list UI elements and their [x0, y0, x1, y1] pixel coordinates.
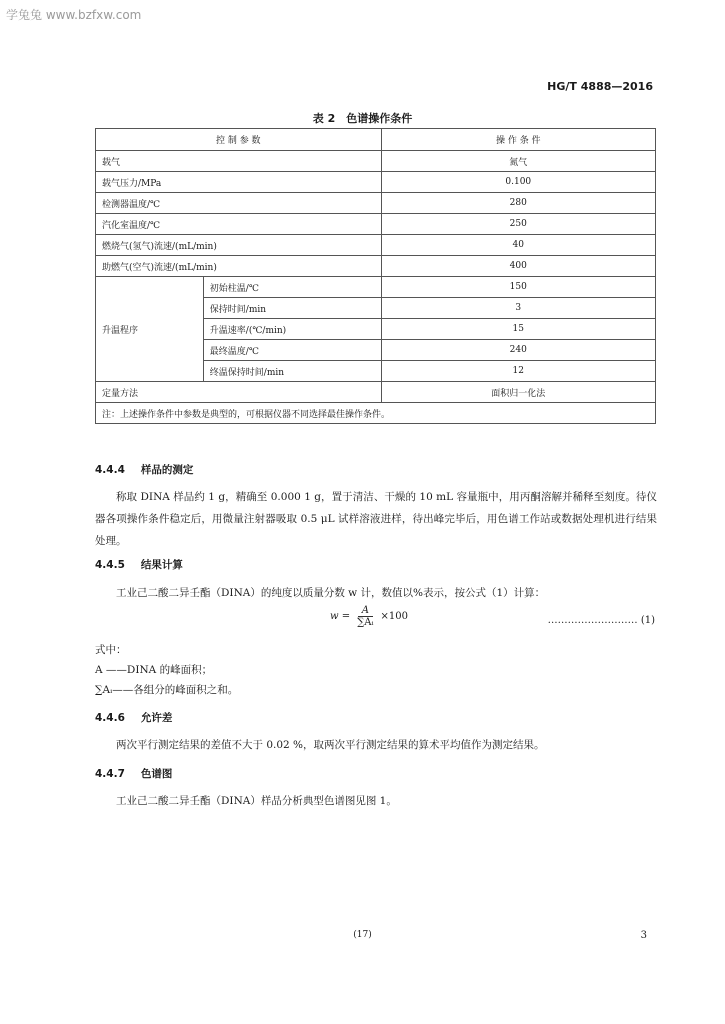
- formula-numerator: A: [358, 605, 373, 617]
- formula-def-sum: ∑Aᵢ——各组分的峰面积之和。: [95, 684, 239, 696]
- purity-formula: [330, 605, 408, 628]
- program-row-label: 终温保持时间/min: [203, 361, 381, 382]
- quant-label: 定量方法: [96, 382, 382, 403]
- footer-sequence: (17): [353, 930, 372, 940]
- standard-code: HG/T 4888—2016: [547, 80, 653, 93]
- table-note: 注：上述操作条件中参数是典型的，可根据仪器不同选择最佳操作条件。: [96, 403, 656, 424]
- section-title: 结果计算: [140, 559, 183, 571]
- program-row-value: 150: [381, 277, 655, 298]
- row-label: 汽化室温度/℃: [96, 214, 382, 235]
- table-row: [96, 256, 656, 277]
- section-title: 允许差: [140, 712, 173, 724]
- equation-number: ……………………… (1): [547, 615, 655, 626]
- section-444-text: 称取 DINA 样品约 1 g，精确至 0.000 1 g，置于清洁、干燥的 10 mL 容量瓶中，用丙酮溶解并稀释至刻度。待仪器各项操作条件稳定后，用微量注射器吸取 0.5 μL 试样溶液进样，待出峰完毕后，用色谱工作站或数据处理机进行结果处理。: [95, 491, 657, 547]
- program-label: 升温程序: [96, 277, 204, 382]
- section-number: 4.4.5: [95, 559, 125, 571]
- row-label: 燃烧气(氢气)流速/(mL/min): [96, 235, 382, 256]
- program-row-value: 12: [381, 361, 655, 382]
- table-row: [96, 277, 656, 298]
- row-value: 氮气: [381, 151, 655, 172]
- row-value: 0.100: [381, 172, 655, 193]
- table-header-row: [96, 129, 656, 151]
- quant-value: 面积归一化法: [381, 382, 655, 403]
- section-number: 4.4.7: [95, 768, 125, 780]
- row-value: 400: [381, 256, 655, 277]
- section-446-text: 两次平行测定结果的差值不大于 0.02 %，取两次平行测定结果的算术平均值作为测定结果。: [116, 739, 545, 751]
- section-447-text: 工业己二酸二异壬酯（DINA）样品分析典型色谱图见图 1。: [116, 795, 397, 807]
- program-row-label: 升温速率/(℃/min): [203, 319, 381, 340]
- table-row: [96, 193, 656, 214]
- row-label: 载气: [96, 151, 382, 172]
- section-number: 4.4.6: [95, 712, 125, 724]
- formula-where: 式中：: [95, 644, 127, 656]
- row-value: 40: [381, 235, 655, 256]
- program-row-label: 最终温度/℃: [203, 340, 381, 361]
- formula-lhs: w =: [330, 611, 351, 622]
- section-446-heading: [95, 710, 172, 725]
- header-param: 控 制 参 数: [96, 129, 382, 151]
- table-note-row: [96, 403, 656, 424]
- watermark-text: 学兔兔 www.bzfxw.com: [6, 8, 142, 22]
- row-value: 250: [381, 214, 655, 235]
- header-condition: 操 作 条 件: [381, 129, 655, 151]
- section-title: 色谱图: [140, 768, 173, 780]
- table-row: [96, 214, 656, 235]
- section-title: 样品的测定: [140, 464, 194, 476]
- table-row: [96, 151, 656, 172]
- table-row: [96, 382, 656, 403]
- program-row-label: 保持时间/min: [203, 298, 381, 319]
- program-row-value: 240: [381, 340, 655, 361]
- table-row: [96, 172, 656, 193]
- chromatography-conditions-table: [95, 128, 656, 424]
- section-number: 4.4.4: [95, 464, 125, 476]
- row-label: 载气压力/MPa: [96, 172, 382, 193]
- page-number: 3: [640, 930, 647, 941]
- section-447-heading: [95, 766, 172, 781]
- section-445-text: 工业己二酸二异壬酯（DINA）的纯度以质量分数 w 计，数值以%表示，按公式（1）计算：: [116, 587, 546, 599]
- row-value: 280: [381, 193, 655, 214]
- section-445-heading: [95, 557, 183, 572]
- formula-denominator: ∑Aᵢ: [357, 617, 374, 628]
- section-444-heading: [95, 462, 193, 477]
- program-row-value: 15: [381, 319, 655, 340]
- table-title: 表 2 色谱操作条件: [312, 112, 413, 125]
- formula-tail: ×100: [380, 611, 408, 622]
- formula-def-a: A ——DINA 的峰面积；: [95, 664, 213, 676]
- program-row-value: 3: [381, 298, 655, 319]
- formula-fraction: [353, 605, 377, 628]
- row-label: 助燃气(空气)流速/(mL/min): [96, 256, 382, 277]
- table-row: [96, 235, 656, 256]
- program-row-label: 初始柱温/℃: [203, 277, 381, 298]
- row-label: 检测器温度/℃: [96, 193, 382, 214]
